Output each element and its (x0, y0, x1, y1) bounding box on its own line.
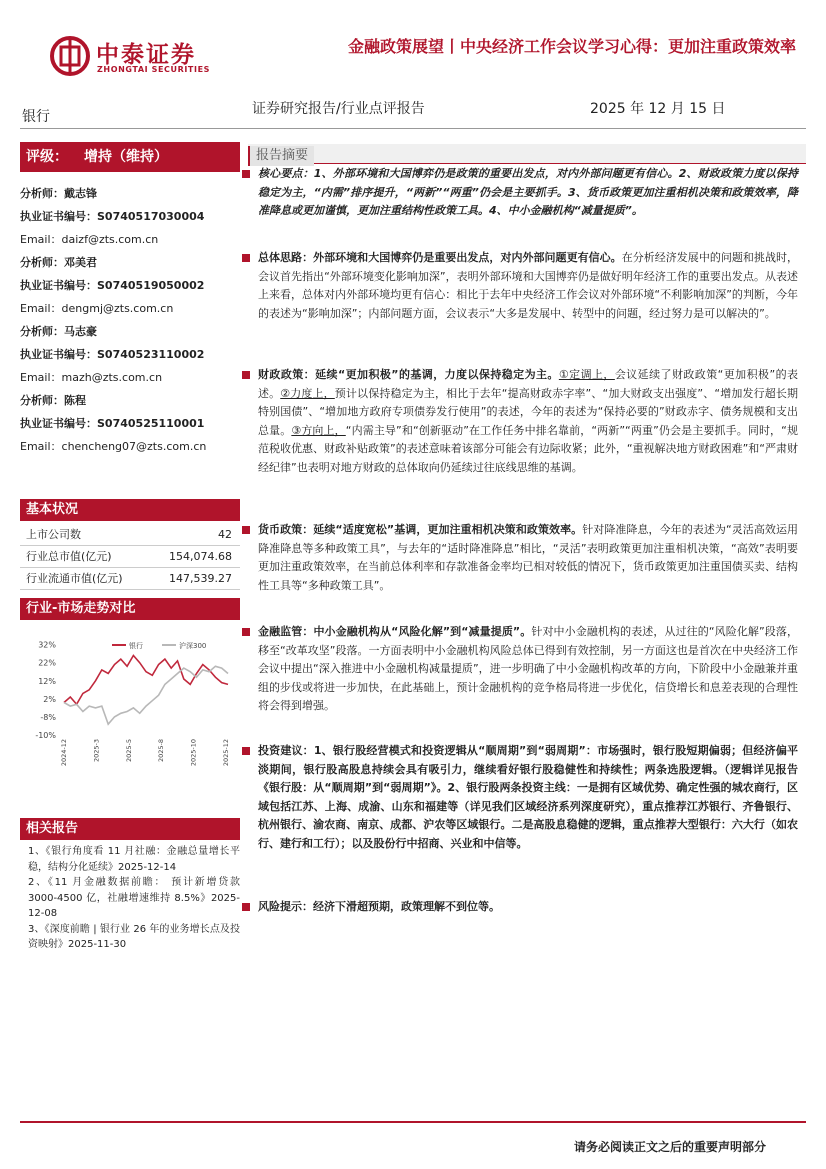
fiscal-tone-text: 会议延续了财政政策“更加积极”的表述。 (258, 368, 798, 400)
analyst-name: 分析师：马志豪 (20, 325, 97, 338)
header-divider (20, 128, 806, 129)
monetary-heading: 货币政策：延续“适度宽松”基调，更加注重相机决策和政策效率。 (258, 523, 583, 536)
y-tick-label: 2% (43, 694, 56, 704)
investment-text: 投资建议：1、银行股经营模式和投资逻辑从“顺周期”到“弱周期”：市场强时，银行股短期偏弱；但经济偏平淡期间，银行股高股息持续会具有吸引力，继续看好银行股稳健性和持续性；两条选股逻辑。（逻辑详见报告《银行股：从“顺周期”到“弱周期”》。2、银行股两条投资主线：一是拥有区域优势、确定性强的城农商行，区域包括江苏、上海、成渝、山东和福建等（详见我们区域经济系列深度研究），重点推荐江苏银行、齐鲁银行、杭州银行、渝农商、南京、成都、沪农等区域银行。二是高股息稳健的逻辑，重点推荐大型银行：六大行（如农行、建行和工行）；以及股份行中招商、兴业和中信等。 (258, 744, 798, 850)
fiscal-direction-text: “内需主导”和“创新驱动”在工作任务中排名靠前，“两新”“两重”仍会是主要抓手。同时，“规范税收优惠、财政补贴政策”的表述意味着该部分可能会有边际收紧；此外，“重视解决地方财政困难”和“严肃财经纪律”也表明对地方财政的总体取向仍延续过往底线思维的基调。 (258, 423, 798, 474)
x-tick-label: 2025-12 (222, 739, 230, 767)
bullet-icon (242, 254, 250, 262)
y-tick-label: 22% (38, 658, 56, 668)
monetary-body: 针对降准降息，今年的表述为“灵活高效运用降准降息等多种政策工具”，与去年的“适时降准降息”相比，“灵活”表明政策更加注重相机决策，“高效”表明要更加注重政策效率，在当前总体利率和存款准备金率均已相对较低的情况下，货币政策更加注重国债买卖、结构性工具等“多种政策工具”。 (258, 523, 798, 592)
fiscal-tone-label: ①定调上， (558, 368, 615, 381)
legend-label: 沪深300 (179, 642, 207, 650)
basic-info-section (20, 499, 240, 590)
index-series-line (64, 666, 228, 724)
row-key: 行业流通市值(亿元) (26, 572, 123, 585)
table-row (20, 546, 240, 568)
table-row (20, 524, 240, 546)
x-tick-label: 2024-12 (60, 739, 68, 767)
bullet-icon (242, 170, 250, 178)
summary-tab (248, 144, 806, 164)
rating-label: 评级： (26, 149, 68, 165)
footer-disclaimer: 请务必阅读正文之后的重要声明部分 (573, 1140, 766, 1154)
related-report-link[interactable]: 2、《11 月金融数据前瞻： 预计新增贷款 3000-4500 亿，社融增速维持 8.5%》2025-12-08 (28, 877, 240, 919)
y-tick-label: 32% (38, 640, 56, 650)
fiscal-strength-label: ②力度上， (280, 386, 335, 400)
analyst-name: 分析师：邓美君 (20, 256, 97, 269)
footer-divider (20, 1121, 806, 1123)
regulation-paragraph (258, 623, 798, 716)
report-date: 2025 年 12 月 15 日 (590, 101, 726, 117)
related-reports-section (20, 818, 240, 953)
fiscal-paragraph (258, 366, 798, 478)
fiscal-direction-label: ③方向上， (291, 423, 346, 437)
industry-label: 银行 (22, 109, 50, 125)
overall-heading: 总体思路：外部环境和大国博弈仍是重要出发点，对内外部问题更有信心。 (258, 251, 622, 264)
report-type: 证券研究报告/行业点评报告 (252, 101, 425, 117)
company-logo (50, 34, 220, 80)
y-tick-label: -10% (35, 731, 56, 740)
y-tick-label: -8% (40, 712, 56, 722)
row-value: 154,074.68 (169, 550, 232, 563)
risk-paragraph (258, 898, 798, 917)
logo-text-en: ZHONGTAI SECURITIES (97, 65, 210, 74)
basic-info-title: 基本状况 (20, 499, 240, 521)
rating-bar (20, 142, 240, 172)
related-report-link[interactable]: 1、《银行角度看 11 月社融：金融总量增长平稳，结构分化延续》2025-12-14 (28, 846, 240, 873)
basic-info-table (20, 524, 240, 590)
overall-paragraph (258, 249, 798, 323)
analyst-cert: 执业证书编号：S0740523110002 (20, 348, 205, 361)
investment-paragraph (258, 742, 798, 854)
regulation-heading: 金融监管：中小金融机构从“风险化解”到“减量提质”。 (258, 625, 532, 638)
fiscal-strength-text: 预计以保持稳定为主，相比于去年“提高财政赤字率”、“加大财政支出强度”、“增加发行超长期特别国债”、“增加地方政府专项债券发行使用”的表述，今年的表述为“保持必要的”财政赤字、债务规模和支出总量。 (258, 386, 798, 437)
related-report-link[interactable]: 3、《深度前瞻 | 银行业 26 年的业务增长点及投资映射》2025-11-30 (28, 923, 240, 950)
legend-label: 银行 (129, 642, 143, 650)
bullet-icon (242, 628, 250, 636)
row-value: 147,539.27 (169, 572, 232, 585)
analyst-email: Email：daizf@zts.com.cn (20, 233, 159, 246)
trend-title: 行业-市场走势对比 (20, 598, 240, 620)
zhongtai-logo-icon (50, 36, 90, 76)
fiscal-heading: 财政政策：延续“更加积极”的基调，力度以保持稳定为主。 (258, 368, 559, 381)
analyst-name: 分析师：戴志锋 (20, 187, 97, 200)
overall-body: 在分析经济发展中的问题和挑战时，会议首先指出“外部环境变化影响加深”，表明外部环境和大国博弈仍是做好明年经济工作的重要出发点。从表述上来看，总体对内外部环境均更有信心：相比于去年中央经济工作会议对外部环境“不利影响加深”的判断，今年的表述为“影响加深”；内部问题方面，会议表示“大多是发展中、转型中的问题，经过努力是可以解决的”。 (258, 251, 798, 320)
related-reports-list (20, 844, 240, 953)
regulation-body: 针对中小金融机构的表述，从过往的“风险化解”段落，移至“改革攻坚”段落。一方面表明中小金融机构风险总体已得到有效控制，另一方面这也是首次在中央经济工作会议中提出“深入推进中小金融机构减量提质”，进一步明确了中小金融机构改革的方向，下阶段中小金融兼并重组的步伐或将进一步加快，在此基础上，预计金融机构的竞争格局将进一步优化，信贷增长和息差表现的合理性将会得到增强。 (258, 625, 798, 713)
analyst-cert: 执业证书编号：S0740517030004 (20, 210, 205, 223)
rating-value: 增持（维持） (84, 149, 168, 165)
y-tick-label: 12% (38, 676, 56, 686)
monetary-paragraph (258, 521, 798, 595)
analyst-name: 分析师：陈程 (20, 394, 86, 407)
trend-section (20, 598, 240, 620)
trend-chart (20, 627, 240, 767)
report-title: 金融政策展望丨中央经济工作会议学习心得：更加注重政策效率 (347, 37, 796, 56)
analyst-email: Email：dengmj@zts.com.cn (20, 302, 174, 315)
row-value: 42 (218, 528, 232, 541)
analyst-cert: 执业证书编号：S0740525110001 (20, 417, 205, 430)
x-tick-label: 2025-5 (124, 739, 133, 763)
analyst-cert: 执业证书编号：S0740519050002 (20, 279, 205, 292)
trend-chart-svg (20, 627, 240, 767)
logo-text-cn: 中泰证券 (96, 42, 196, 68)
bullet-icon (242, 747, 250, 755)
table-row (20, 568, 240, 590)
risk-text: 风险提示：经济下滑超预期，政策理解不到位等。 (258, 900, 500, 913)
x-tick-label: 2025-10 (189, 739, 198, 767)
x-tick-label: 2025-8 (157, 739, 166, 763)
bullet-icon (242, 371, 250, 379)
summary-tab-label: 报告摘要 (248, 146, 314, 166)
analyst-email: Email：mazh@zts.com.cn (20, 371, 163, 384)
bank-series-line (64, 656, 228, 705)
left-sidebar (20, 142, 240, 458)
row-key: 行业总市值(亿元) (26, 550, 112, 563)
x-tick-label: 2025-3 (92, 739, 101, 763)
key-points-text: 核心要点：1、外部环境和大国博弈仍是政策的重要出发点，对内外部问题更有信心。2、财政政策力度以保持稳定为主，“内需”排序提升，“两新”“两重”仍会是主要抓手。3、货币政策更加注重相机决策和政策效率，降准降息或更加谨慎，更加注重结构性政策工具。4、中小金融机构“减量提质”。 (258, 167, 798, 218)
analyst-list (20, 182, 240, 458)
row-key: 上市公司数 (26, 528, 81, 541)
bullet-icon (242, 903, 250, 911)
related-reports-title: 相关报告 (20, 818, 240, 840)
analyst-email: Email：chencheng07@zts.com.cn (20, 440, 207, 453)
bullet-icon (242, 526, 250, 534)
key-points-paragraph (258, 165, 798, 221)
